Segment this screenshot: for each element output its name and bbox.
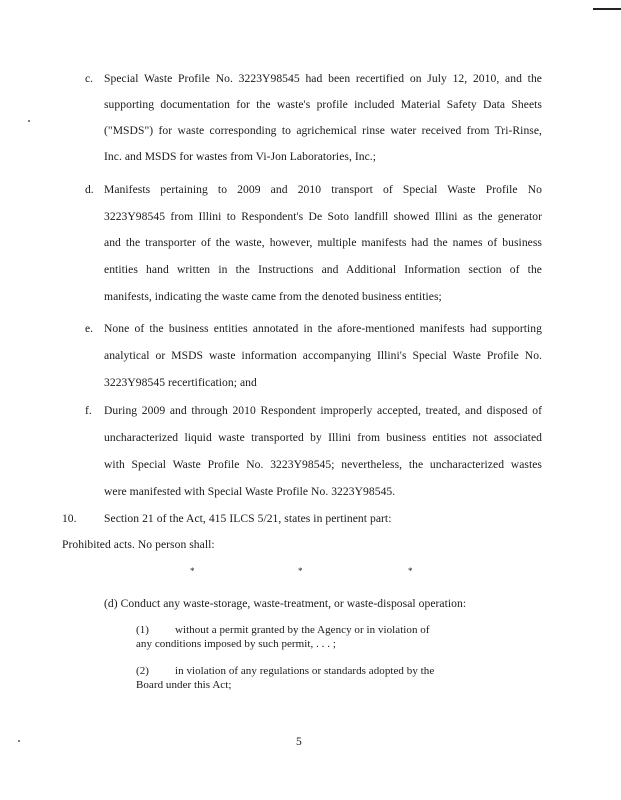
- scan-mark: [593, 8, 621, 10]
- quoted-subsection-d: (d) Conduct any waste-storage, waste-treatment, or waste-disposal operation:: [104, 597, 467, 610]
- sub-1-label: (1): [136, 624, 149, 636]
- sub-2-line-2: Board under this Act;: [136, 679, 232, 691]
- item-d-line-1: Manifests pertaining to 2009 and 2010 transport of Special Waste Profile No: [104, 183, 542, 196]
- item-d-line-5: manifests, indicating the waste came from the denoted business entities;: [104, 290, 442, 303]
- sub-2-label: (2): [136, 665, 149, 677]
- item-c-line-3: ("MSDS") for waste corresponding to agrichemical rinse water received from Tri-Rinse,: [104, 124, 542, 137]
- sub-1-line-1: without a permit granted by the Agency or in violation of: [175, 624, 430, 636]
- ellipsis-star: *: [408, 566, 413, 576]
- item-marker-e: e.: [85, 322, 94, 335]
- item-c-line-1: Special Waste Profile No. 3223Y98545 had been recertified on July 12, 2010, and the: [104, 72, 542, 85]
- ellipsis-star: *: [190, 566, 195, 576]
- ellipsis-star: *: [298, 566, 303, 576]
- item-f-line-3: with Special Waste Profile No. 3223Y98545; nevertheless, the uncharacterized wastes: [104, 458, 542, 471]
- page-number: 5: [296, 735, 302, 748]
- item-f-line-4: were manifested with Special Waste Profile No. 3223Y98545.: [104, 485, 396, 498]
- item-c-line-4: Inc. and MSDS for wastes from Vi-Jon Laboratories, Inc.;: [104, 150, 377, 163]
- item-e-line-3: 3223Y98545 recertification; and: [104, 376, 257, 389]
- prohibited-acts-heading: Prohibited acts. No person shall:: [62, 538, 215, 551]
- item-f-line-2: uncharacterized liquid waste transported by Illini from business entities not associated: [104, 431, 542, 444]
- paragraph-10-text: Section 21 of the Act, 415 ILCS 5/21, states in pertinent part:: [104, 512, 392, 525]
- item-marker-f: f.: [85, 404, 92, 417]
- scan-speck: [28, 120, 30, 122]
- sub-2-line-1: in violation of any regulations or standards adopted by the: [175, 665, 435, 677]
- scan-speck: [18, 740, 20, 742]
- paragraph-number: 10.: [62, 512, 77, 525]
- item-d-line-4: entities hand written in the Instructions and Additional Information section of the: [104, 263, 542, 276]
- item-e-line-2: analytical or MSDS waste information accompanying Illini's Special Waste Profile No.: [104, 349, 542, 362]
- item-marker-d: d.: [85, 183, 94, 196]
- item-e-line-1: None of the business entities annotated in the afore-mentioned manifests had supporting: [104, 322, 542, 335]
- item-d-line-3: and the transporter of the waste, however, multiple manifests had the names of business: [104, 236, 542, 249]
- sub-1-line-2: any conditions imposed by such permit, . . . ;: [136, 638, 336, 650]
- item-marker-c: c.: [85, 72, 94, 85]
- item-d-line-2: 3223Y98545 from Illini to Respondent's De Soto landfill showed Illini as the generator: [104, 210, 542, 223]
- item-c-line-2: supporting documentation for the waste's profile included Material Safety Data Sheets: [104, 98, 542, 111]
- item-f-line-1: During 2009 and through 2010 Respondent improperly accepted, treated, and disposed of: [104, 404, 542, 417]
